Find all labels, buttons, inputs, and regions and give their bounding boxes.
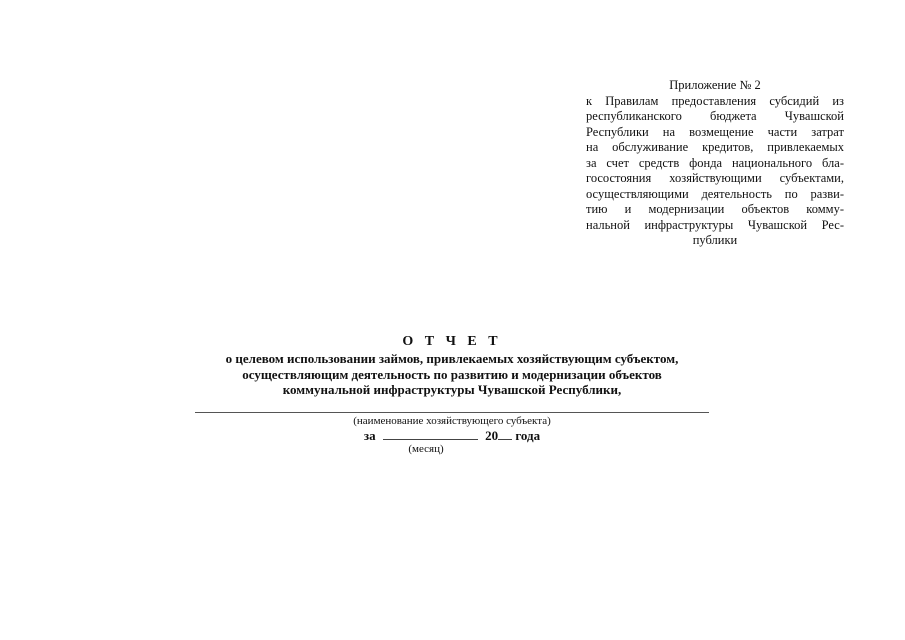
appendix-title: Приложение № 2 [669,78,761,92]
report-period [195,428,709,443]
appendix-last-line: публики [692,233,738,247]
appendix-block [586,78,844,249]
appendix-line: Республики на возмещение части затрат [586,124,844,139]
period-prefix: за [363,427,376,443]
report-title: О Т Ч Е Т [402,334,502,349]
appendix-line: нальной инфраструктуры Чувашской Рес- [586,217,844,232]
year-blank[interactable] [498,428,512,440]
report-subtitle-line: коммунальной инфраструктуры Чувашской Республики, [282,382,622,397]
appendix-line: к Правилам предоставления субсидий из [586,93,844,108]
period-year: 20 [485,427,499,443]
month-blank[interactable] [383,428,478,440]
report-subtitle-line: о целевом использовании займов, привлекаемых хозяйствующим субъектом, [225,351,679,366]
appendix-line: республиканского бюджета Чувашской [586,109,844,123]
entity-caption: (наименование хозяйствующего субъекта) [353,414,551,427]
appendix-line: на обслуживание кредитов, привлекаемых [586,140,844,154]
report-block [195,333,709,456]
appendix-line: осуществляющими деятельность по разви- [586,186,844,201]
month-caption: (месяц) [408,442,444,455]
appendix-line: тию и модернизации объектов комму- [586,202,844,216]
appendix-line: за счет средств фонда национального бла- [586,155,844,170]
appendix-line: госостояния хозяйствующими субъектами, [586,171,844,185]
entity-name-line[interactable] [195,412,709,413]
report-subtitle-line: осуществляющим деятельность по развитию и модернизации объектов [242,366,662,382]
period-suffix: года [515,427,541,443]
